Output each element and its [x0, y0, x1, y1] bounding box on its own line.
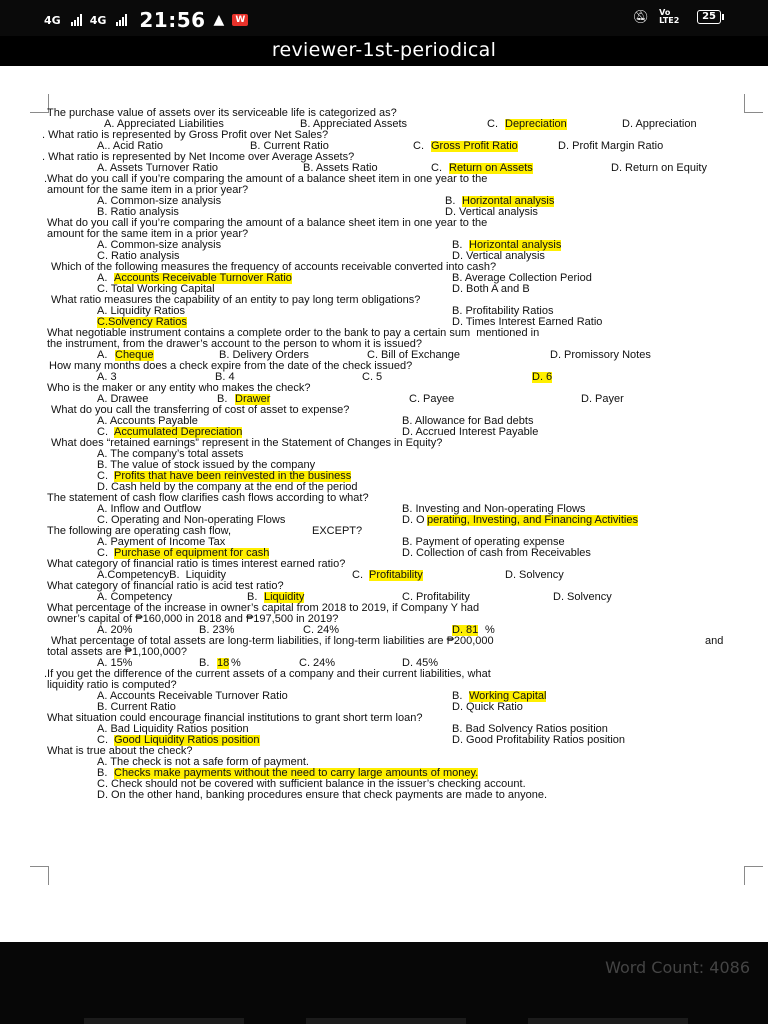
- document-text: C. Payee: [409, 393, 455, 405]
- document-text: C. 5: [362, 371, 383, 383]
- document-text: A. Accounts Payable: [97, 415, 198, 427]
- document-title-bar: [0, 36, 768, 66]
- document-text: D. Accrued Interest Payable: [402, 426, 539, 438]
- document-text: What percentage of total assets are long-term liabilities, if long-term liabilities are ₱200,000: [51, 635, 494, 647]
- document-text: liquidity ratio is computed?: [47, 679, 177, 691]
- highlighted-answer: D. 6: [532, 371, 553, 383]
- document-text: C.: [431, 162, 446, 174]
- highlighted-answer: Depreciation: [505, 118, 567, 130]
- document-text: the instrument, from the drawer’s account to the person to whom it is issued?: [47, 338, 422, 350]
- document-text: B. 23%: [199, 624, 235, 636]
- status-left: [44, 8, 248, 32]
- document-text: C. 24%: [303, 624, 340, 636]
- document-text: D. Appreciation: [622, 118, 697, 130]
- document-text: C.: [413, 140, 428, 152]
- lte-indicator: Vo LTE2: [659, 8, 680, 25]
- signal-bars-icon: [116, 14, 127, 26]
- signal-bars-icon: [71, 14, 82, 26]
- highlighted-answer: Purchase of equipment for cash: [114, 547, 270, 559]
- document-text: .What do you call if you’re comparing the amount of a balance sheet item in one year to the: [44, 173, 488, 185]
- highlighted-answer: Horizontal analysis: [462, 195, 555, 207]
- word-count: Word Count: 4086: [605, 958, 750, 977]
- highlighted-answer: Accounts Receivable Turnover Ratio: [114, 272, 292, 284]
- document-text: B. 4: [215, 371, 235, 383]
- status-bar: [0, 0, 768, 36]
- document-text: B. Current Ratio: [250, 140, 329, 152]
- document-text: B.: [452, 239, 466, 251]
- document-text: A. 15%: [97, 657, 133, 669]
- document-text: What percentage of the increase in owner’s capital from 2018 to 2019, if Company Y had: [47, 602, 480, 614]
- bottom-bar: [0, 942, 768, 1024]
- document-text: B. Payment of operating expense: [402, 536, 565, 548]
- document-text: B.: [97, 767, 111, 779]
- document-body: [42, 107, 737, 801]
- document-text: A.CompetencyB. Liquidity: [97, 569, 227, 581]
- document-text: The purchase value of assets over its serviceable life is categorized as?: [47, 107, 397, 119]
- document-text: C. Ratio analysis: [97, 250, 180, 262]
- document-text: B. Ratio analysis: [97, 206, 179, 218]
- document-text: C.: [352, 569, 367, 581]
- document-text: C.: [487, 118, 502, 130]
- battery-level: 25: [697, 10, 721, 24]
- document-text: EXCEPT?: [312, 525, 363, 537]
- document-text: A. Bad Liquidity Ratios position: [97, 723, 249, 735]
- document-text: A. Drawee: [97, 393, 149, 405]
- document-text: C. Check should not be covered with sufficient balance in the issuer’s checking account.: [97, 778, 526, 790]
- document-text: . What ratio is represented by Net Income over Average Assets?: [42, 151, 355, 163]
- document-text: A. Appreciated Liabilities: [104, 118, 224, 130]
- highlighted-answer: Good Liquidity Ratios position: [114, 734, 260, 746]
- document-text: What do you call if you’re comparing the amount of a balance sheet item in one year to the: [47, 217, 488, 229]
- document-text: B. Profitability Ratios: [452, 305, 554, 317]
- document-text: The statement of cash flow clarifies cash flows according to what?: [47, 492, 369, 504]
- document-line: [47, 361, 737, 372]
- document-text: C. 24%: [299, 657, 336, 669]
- document-text: A. 20%: [97, 624, 133, 636]
- document-text: D. Solvency: [505, 569, 564, 581]
- document-text: C. Total Working Capital: [97, 283, 215, 295]
- document-line: [47, 614, 737, 625]
- document-text: and: [705, 635, 724, 647]
- document-page[interactable]: [0, 66, 768, 942]
- clock: 21:56: [139, 8, 206, 32]
- document-line: [47, 790, 737, 801]
- document-text: B. Allowance for Bad debts: [402, 415, 534, 427]
- document-text: D. Good Profitability Ratios position: [452, 734, 626, 746]
- document-text: A. Payment of Income Tax: [97, 536, 226, 548]
- highlighted-answer: Profitability: [369, 569, 423, 581]
- document-text: A. Liquidity Ratios: [97, 305, 186, 317]
- document-text: A.: [97, 272, 111, 284]
- document-text: A. Competency: [97, 591, 173, 603]
- document-text: The following are operating cash flow,: [47, 525, 235, 537]
- document-text: D. 45%: [402, 657, 439, 669]
- document-text: B. The value of stock issued by the company: [97, 459, 316, 471]
- document-text: C.: [97, 734, 112, 746]
- document-text: D. Vertical analysis: [452, 250, 545, 262]
- document-text: A. Common-size analysis: [97, 239, 222, 251]
- highlighted-answer: Working Capital: [469, 690, 547, 702]
- document-text: What is true about the check?: [47, 745, 193, 757]
- document-text: %: [485, 624, 495, 636]
- document-line: [47, 383, 737, 394]
- mute-icon: 🔕︎: [632, 9, 650, 25]
- document-text: total assets are ₱1,100,000?: [47, 646, 188, 658]
- document-text: A. Inflow and Outflow: [97, 503, 201, 515]
- highlighted-answer: Liquidity: [264, 591, 305, 603]
- document-text: .If you get the difference of the current assets of a company and their current liabilities, what: [44, 668, 491, 680]
- document-text: D. Times Interest Earned Ratio: [452, 316, 603, 328]
- page-corner-mark: [744, 94, 763, 113]
- document-line: [47, 647, 737, 658]
- document-text: . What ratio is represented by Gross Profit over Net Sales?: [42, 129, 329, 141]
- highlighted-answer: C.Solvency Ratios: [97, 316, 187, 328]
- document-text: What do you call the transferring of cost of asset to expense?: [51, 404, 350, 416]
- document-text: B. Assets Ratio: [303, 162, 378, 174]
- nav-bar-segment[interactable]: [84, 1018, 244, 1024]
- warning-icon: ▲: [213, 12, 225, 28]
- document-text: A. The check is not a safe form of payment.: [97, 756, 309, 768]
- document-text: B.: [199, 657, 213, 669]
- document-text: B. Current Ratio: [97, 701, 176, 713]
- document-text: D. On the other hand, banking procedures ensure that check payments are made to anyone.: [97, 789, 548, 801]
- page-corner-mark: [744, 866, 763, 885]
- document-text: B.: [445, 195, 459, 207]
- document-text: D. Profit Margin Ratio: [555, 140, 664, 152]
- network-indicator-2: 4G: [89, 13, 107, 27]
- app-notification-icon: W: [232, 14, 248, 26]
- document-text: D. Cash held by the company at the end of the period: [97, 481, 358, 493]
- document-text: amount for the same item in a prior year?: [47, 184, 249, 196]
- document-text: Who is the maker or any entity who makes the check?: [47, 382, 311, 394]
- highlighted-answer: 18: [217, 657, 230, 669]
- document-text: How many months does a check expire from the date of the check issued?: [49, 360, 413, 372]
- network-indicator-1: 4G: [44, 13, 61, 27]
- document-text: D. Both A and B: [452, 283, 530, 295]
- highlighted-answer: Checks make payments without the need to carry large amounts of money.: [114, 767, 479, 779]
- document-text: D. Return on Equity: [611, 162, 707, 174]
- status-right: [633, 9, 724, 25]
- document-text: B. Average Collection Period: [452, 272, 592, 284]
- document-text: What situation could encourage financial institutions to grant short term loan?: [47, 712, 423, 724]
- document-text: What category of financial ratio is times interest earned ratio?: [47, 558, 346, 570]
- document-text: D. Collection of cash from Receivables: [402, 547, 591, 559]
- document-text: B.: [247, 591, 261, 603]
- document-text: D. O: [402, 514, 425, 526]
- document-text: D. Payer: [581, 393, 624, 405]
- document-text: D. Solvency: [553, 591, 612, 603]
- highlighted-answer: Profits that have been reinvested in the business: [114, 470, 352, 482]
- highlighted-answer: Return on Assets: [449, 162, 533, 174]
- highlighted-answer: perating, Investing, and Financing Activities: [427, 514, 638, 526]
- document-text: C. Operating and Non-operating Flows: [97, 514, 286, 526]
- document-text: B.: [452, 690, 466, 702]
- document-text: C. Bill of Exchange: [367, 349, 460, 361]
- document-text: What does “retained earnings” represent in the Statement of Changes in Equity?: [51, 437, 443, 449]
- highlighted-answer: Accumulated Depreciation: [114, 426, 243, 438]
- document-title: reviewer-1st-periodical: [271, 39, 497, 61]
- document-text: A.: [97, 349, 111, 361]
- document-text: A. Assets Turnover Ratio: [97, 162, 219, 174]
- highlighted-answer: Drawer: [235, 393, 271, 405]
- highlighted-answer: Gross Profit Ratio: [431, 140, 518, 152]
- document-text: C.: [97, 426, 112, 438]
- document-text: B. Appreciated Assets: [300, 118, 408, 130]
- highlighted-answer: Cheque: [115, 349, 154, 361]
- highlighted-answer: Horizontal analysis: [469, 239, 562, 251]
- document-text: B. Investing and Non-operating Flows: [402, 503, 586, 515]
- document-text: B. Delivery Orders: [219, 349, 309, 361]
- document-text: owner’s capital of ₱160,000 in 2018 and ₱197,500 in 2019?: [47, 613, 339, 625]
- document-text: B.: [217, 393, 231, 405]
- document-text: C.: [97, 547, 112, 559]
- document-text: C.: [97, 470, 112, 482]
- document-text: C. Profitability: [402, 591, 470, 603]
- document-text: D. Promissory Notes: [550, 349, 651, 361]
- document-text: D. Quick Ratio: [452, 701, 523, 713]
- document-text: A. 3: [97, 371, 117, 383]
- document-text: What negotiable instrument contains a complete order to the bank to pay a certain sum mentioned in: [47, 327, 540, 339]
- document-text: Which of the following measures the frequency of accounts receivable converted into cash?: [51, 261, 497, 273]
- document-text: %: [231, 657, 241, 669]
- document-text: A. The company’s total assets: [97, 448, 244, 460]
- nav-bar-segment[interactable]: [528, 1018, 688, 1024]
- document-text: A.. Acid Ratio: [97, 140, 164, 152]
- document-text: B. Bad Solvency Ratios position: [452, 723, 608, 735]
- document-text: D. Vertical analysis: [445, 206, 538, 218]
- document-text: amount for the same item in a prior year?: [47, 228, 249, 240]
- page-corner-mark: [30, 866, 49, 885]
- document-text: What category of financial ratio is acid test ratio?: [47, 580, 284, 592]
- document-text: A. Common-size analysis: [97, 195, 222, 207]
- document-text: A. Accounts Receivable Turnover Ratio: [97, 690, 288, 702]
- battery-icon: [697, 10, 724, 24]
- nav-bar-segment[interactable]: [306, 1018, 466, 1024]
- highlighted-answer: D. 81: [452, 624, 479, 636]
- document-text: What ratio measures the capability of an entity to pay long term obligations?: [51, 294, 421, 306]
